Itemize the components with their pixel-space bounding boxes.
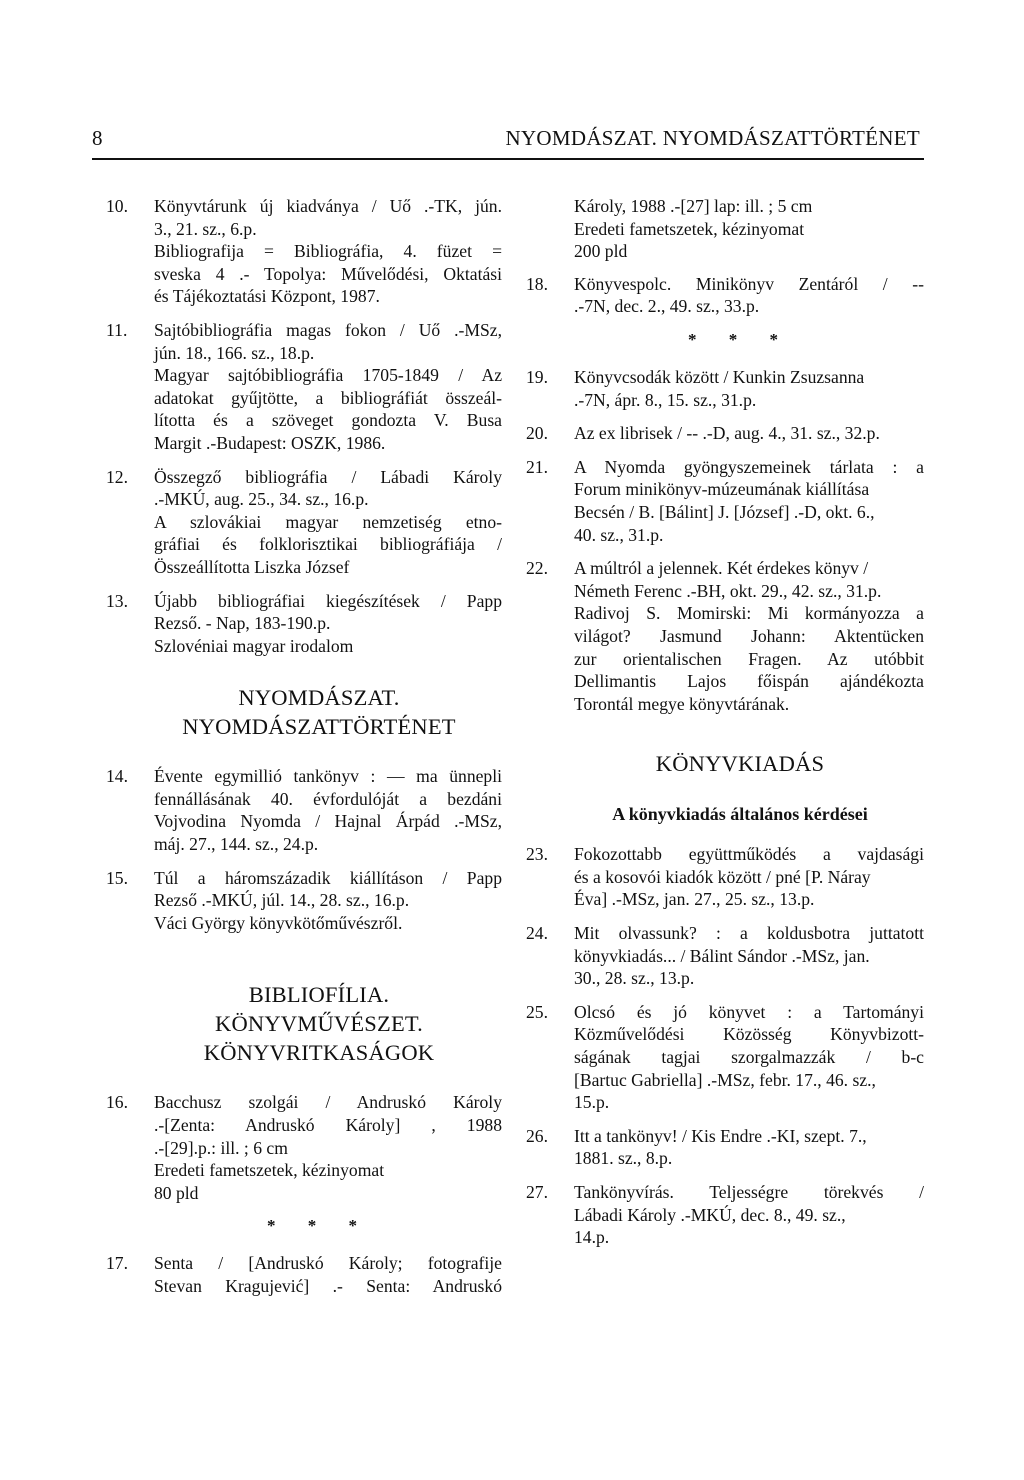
entry-line: 1881. sz., 8.p. (574, 1148, 673, 1169)
entry-line: Összegző bibliográfia / Lábadi Károly (154, 466, 502, 487)
entry-line: [Bartuc Gabriella] .-MSz, febr. 17., 46. sz., (574, 1069, 876, 1090)
section-heading-bibliofilia (136, 980, 502, 1067)
entry-line: Olcsó és jó könyvet : a Tartományi (574, 1001, 924, 1022)
entry-line: Stevan Kragujević] .- Senta: Andruskó (154, 1276, 502, 1296)
entry-15 (106, 867, 502, 935)
entry-line: 200 pld (574, 241, 628, 262)
entry-line: és Tájékoztatási Központ, 1987. (154, 286, 380, 307)
entry-line: Eredeti fametszetek, kézinyomat (154, 1160, 385, 1181)
entry-line: 14.p. (574, 1227, 610, 1248)
separator-stars: * * * (688, 329, 792, 349)
entry-line: Németh Ferenc .-BH, okt. 29., 42. sz., 31.p. (574, 580, 882, 601)
entry-number: 24. (526, 923, 548, 944)
entry-16 (106, 1091, 502, 1204)
entry-number: 18. (526, 273, 548, 294)
entry-17 (106, 1252, 502, 1297)
entry-line: Senta / [Andruskó Károly; fotografije (154, 1253, 502, 1274)
entry-line: ságának tagjai szorgalmazzák / b-c (574, 1047, 924, 1068)
entry-line: Éva] .-MSz, jan. 27., 25. sz., 13.p. (574, 889, 815, 910)
section-heading-line: NYOMDÁSZAT. (238, 685, 400, 711)
entry-line: 80 pld (154, 1182, 199, 1203)
entry-line: Váci György könyvkötőművészről. (154, 912, 403, 933)
entry-line: Lábadi Károly .-MKÚ, dec. 8., 49. sz., (574, 1204, 846, 1225)
section-heading-nyomdaszat (136, 683, 502, 741)
entry-line: Magyar sajtóbibliográfia 1705-1849 / Az (154, 365, 502, 386)
entry-line: Közművelődési Közösség Könyvbizott- (574, 1024, 924, 1045)
running-title: NYOMDÁSZAT. NYOMDÁSZATTÖRTÉNET (505, 126, 920, 150)
entry-text (154, 1252, 502, 1297)
entry-number: 26. (526, 1125, 548, 1146)
entry-line: Károly, 1988 .-[27] lap: ill. ; 5 cm (574, 196, 813, 216)
entry-text (154, 1091, 502, 1204)
entry-line: gráfiai és folklorisztikai bibliográfiája / (154, 534, 502, 555)
entry-line: Vojvodina Nyomda / Hajnal Árpád .-MSz, (154, 811, 502, 832)
entry-line: .-7N, ápr. 8., 15. sz., 31.p. (574, 389, 757, 410)
entry-22 (526, 557, 924, 715)
entry-line: jún. 18., 166. sz., 18.p. (154, 342, 315, 363)
entry-line: Túl a háromszázadik kiállításon / Papp (154, 867, 502, 888)
entry-text (574, 366, 924, 411)
entry-26 (526, 1125, 924, 1170)
entry-number: 16. (106, 1092, 128, 1113)
entry-line: Összeállította Liszka József (154, 556, 350, 577)
entry-14 (106, 765, 502, 855)
entry-text (574, 843, 924, 911)
right-column (526, 195, 924, 1260)
entry-line: fennállásának 40. évfordulóját a bezdáni (154, 788, 502, 809)
entry-line: Bacchusz szolgái / Andruskó Károly (154, 1092, 502, 1113)
entry-line: A múltról a jelennek. Két érdekes könyv / (574, 558, 869, 579)
left-column (106, 195, 502, 1309)
entry-number: 25. (526, 1001, 548, 1022)
entry-text (574, 1001, 924, 1114)
entry-line: Dellimantis Lajos főispán ajándékozta (574, 671, 924, 692)
entry-line: Radivoj S. Momirski: Mi kormányozza a (574, 603, 924, 624)
entry-text (574, 273, 924, 318)
entry-13 (106, 590, 502, 658)
entry-27 (526, 1181, 924, 1249)
entry-19 (526, 366, 924, 411)
entry-line: Sajtóbibliográfia magas fokon / Uő .-MSz, (154, 319, 502, 340)
entry-number: 10. (106, 196, 128, 216)
entry-line: .-MKÚ, aug. 25., 34. sz., 16.p. (154, 489, 369, 510)
entry-text (154, 590, 502, 658)
entry-line: Tankönyvírás. Teljességre törekvés / (574, 1182, 924, 1202)
entry-text (574, 456, 924, 546)
entry-20 (526, 422, 924, 445)
entry-line: 30., 28. sz., 13.p. (574, 968, 695, 989)
entry-number: 22. (526, 558, 548, 579)
entry-21 (526, 456, 924, 546)
entry-line: Bibliografija = Bibliográfia, 4. füzet = (154, 241, 502, 262)
entry-number: 21. (526, 456, 548, 477)
entry-number: 27. (526, 1182, 548, 1202)
entry-line: .-[Zenta: Andruskó Károly] , 1988 (154, 1115, 502, 1136)
section-heading-line: KÖNYVRITKASÁGOK (203, 1040, 435, 1066)
entry-number: 20. (526, 423, 548, 444)
entry-line: Becsén / B. [Bálint] J. [József] .-D, okt. 6., (574, 501, 875, 522)
entry-text (154, 466, 502, 579)
entry-line: .-[29].p.: ill. ; 6 cm (154, 1137, 288, 1158)
entry-line: 15.p. (574, 1092, 610, 1113)
entry-number: 17. (106, 1253, 128, 1274)
entry-11 (106, 319, 502, 455)
entry-text (154, 867, 502, 935)
entry-line: Szlovéniai magyar irodalom (154, 635, 354, 656)
entry-17-continued (574, 195, 924, 263)
entry-line: Mit olvassunk? : a koldusbotra juttatott (574, 923, 924, 944)
entry-line: Könyvcsodák között / Kunkin Zsuzsanna (574, 366, 865, 387)
entry-line: A szlovákiai magyar nemzetiség etno- (154, 511, 502, 532)
entry-line: 3., 21. sz., 6.p. (154, 218, 257, 239)
entry-line: Rezső. - Nap, 183-190.p. (154, 613, 331, 634)
entry-line: .-7N, dec. 2., 49. sz., 33.p. (574, 296, 760, 317)
entry-line: A Nyomda gyöngyszemeinek tárlata : a (574, 456, 924, 477)
entry-18 (526, 273, 924, 318)
entry-line: máj. 27., 144. sz., 24.p. (154, 834, 319, 855)
entry-number: 12. (106, 466, 128, 487)
entry-12 (106, 466, 502, 579)
entry-line: Az ex librisek / -- .-D, aug. 4., 31. sz., 32.p. (574, 423, 880, 444)
entry-23 (526, 843, 924, 911)
entry-text (574, 1181, 924, 1249)
entry-number: 11. (106, 319, 128, 340)
entry-line: Fokozottabb együttműködés a vajdasági (574, 844, 924, 865)
entry-text (574, 557, 924, 715)
entry-line: 40. sz., 31.p. (574, 524, 664, 545)
entry-25 (526, 1001, 924, 1114)
entry-text (574, 1125, 924, 1170)
entry-line: és a kosovói kiadók között / pné [P. Náray (574, 866, 871, 887)
entry-line: Újabb bibliográfiai kiegészítések / Papp (154, 590, 502, 611)
section-heading-line: KÖNYVMŰVÉSZET. (215, 1011, 423, 1037)
entry-line: Rezső .-MKÚ, júl. 14., 28. sz., 16.p. (154, 890, 410, 911)
entry-number: 19. (526, 366, 548, 387)
subsection-heading: A könyvkiadás általános kérdései (612, 804, 868, 825)
entry-line: Forum minikönyv-múzeumának kiállítása (574, 479, 870, 500)
entry-line: Évente egymillió tankönyv : — ma ünnepli (154, 766, 502, 787)
entry-line: Margit .-Budapest: OSZK, 1986. (154, 432, 386, 453)
entry-line: Eredeti fametszetek, kézinyomat (574, 218, 805, 239)
entry-line: Könyvtárunk új kiadványa / Uő .-TK, jún. (154, 196, 502, 216)
entry-line: adatokat gyűjtötte, a bibliográfiát összeál- (154, 387, 502, 408)
separator-stars: * * * (267, 1216, 371, 1236)
entry-text (154, 319, 502, 455)
entry-text (154, 765, 502, 855)
entry-line: Itt a tankönyv! / Kis Endre .-KI, szept. 7., (574, 1125, 867, 1146)
section-heading-konyvkiadas (556, 749, 924, 778)
entry-line: világot? Jasmund Johann: Aktentücken (574, 625, 924, 646)
entry-number: 13. (106, 590, 128, 611)
section-heading-line: BIBLIOFÍLIA. (248, 982, 390, 1008)
entry-text (574, 422, 924, 445)
entry-line: zur orientalischen Fragen. Az utóbbit (574, 648, 924, 669)
entry-line: sveska 4 .- Topolya: Művelődési, Oktatási (154, 263, 502, 284)
entry-line: Könyvespolc. Minikönyv Zentáról / -- (574, 273, 924, 294)
entry-text (154, 195, 502, 308)
entry-number: 15. (106, 867, 128, 888)
section-heading-line: KÖNYVKIADÁS (655, 751, 825, 777)
entry-text (574, 922, 924, 990)
section-heading-line: NYOMDÁSZATTÖRTÉNET (182, 714, 456, 740)
entry-line: Torontál megye könyvtárának. (574, 693, 790, 714)
entry-line: lította és a szöveget gondozta V. Busa (154, 410, 502, 431)
entry-number: 23. (526, 844, 548, 865)
entry-number: 14. (106, 766, 128, 787)
entry-line: könyvkiadás... / Bálint Sándor .-MSz, jan. (574, 945, 870, 966)
entry-10 (106, 195, 502, 308)
page-number: 8 (92, 126, 103, 150)
header-rule (92, 158, 924, 160)
entry-24 (526, 922, 924, 990)
